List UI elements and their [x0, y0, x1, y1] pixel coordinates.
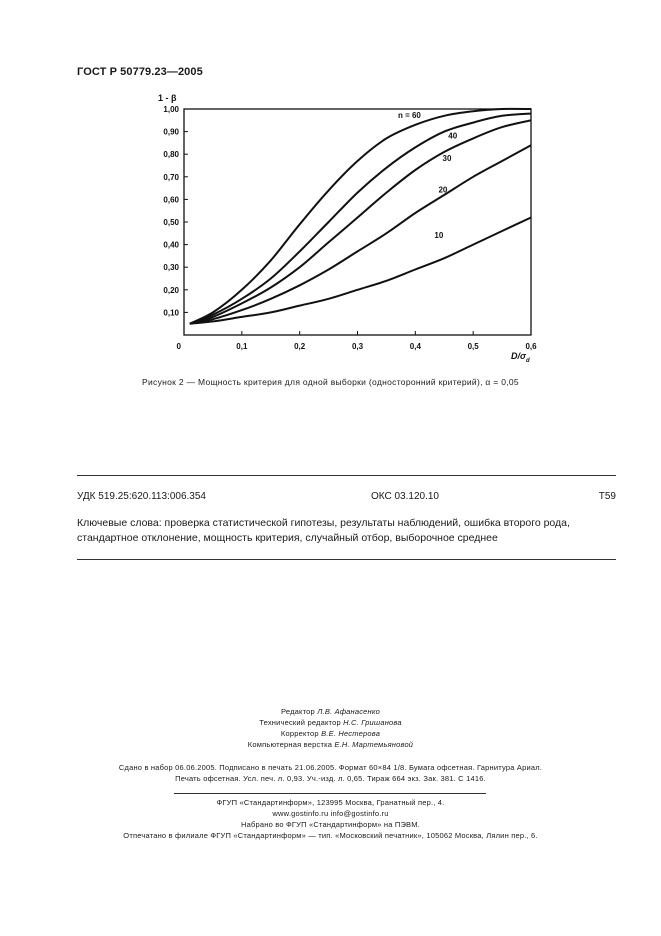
x-axis-label: $D/\sigma_d$ — [511, 351, 530, 364]
x-tick-label: 0,6 — [525, 342, 537, 351]
y-tick-label: 0,10 — [163, 308, 179, 318]
keywords-line: стандартное отклонение, мощность критерия, случайный отбор, выборочное среднее — [77, 532, 498, 544]
standard-header: ГОСТ Р 50779.23—2005 — [77, 66, 203, 78]
chart-labels — [158, 93, 537, 364]
y-tick-label: 0,40 — [163, 240, 179, 250]
imprint-divider — [174, 793, 486, 794]
credit-line: Компьютерная верстка Е.Н. Мартемьяновой — [247, 740, 414, 749]
figure-caption: Рисунок 2 — Мощность критерия для одной выборки (односторонний критерий), α = 0,05 — [142, 377, 519, 387]
publisher-line: Отпечатано в филиале ФГУП «Стандартинформ» — тип. «Московский печатник», 105062 Москва, Лялин пер., 6. — [123, 831, 538, 840]
y-tick-label: 0,70 — [163, 172, 179, 182]
credit-line: Технический редактор Н.С. Гришанова — [259, 718, 402, 727]
keywords-block — [77, 516, 622, 546]
x-tick-label: 0 — [176, 342, 181, 351]
publisher-line: Набрано во ФГУП «Стандартинформ» на ПЭВМ. — [241, 820, 420, 829]
series-label: 20 — [438, 185, 448, 195]
publisher-line: ФГУП «Стандартинформ», 123995 Москва, Гранатный пер., 4. — [216, 798, 445, 807]
udk-code: УДК 519.25:620.113:006.354 — [77, 491, 206, 502]
series-line-3 — [190, 120, 531, 323]
y-tick-label: 0,80 — [163, 150, 179, 160]
power-curve-chart — [0, 0, 661, 370]
y-tick-label: 0,90 — [163, 127, 179, 137]
printing-line: Печать офсетная. Усл. печ. л. 0,93. Уч.-изд. л. 0,65. Тираж 664 экз. Зак. 381. С 1416. — [175, 774, 486, 783]
y-axis-label: 1 - β — [158, 93, 177, 103]
x-tick-label: 0,1 — [236, 342, 248, 351]
y-tick-label: 0,60 — [163, 195, 179, 205]
top-divider — [77, 475, 616, 476]
printing-block — [0, 762, 661, 784]
chart-series — [190, 109, 531, 324]
oks-code: ОКС 03.120.10 — [371, 491, 439, 502]
credits-block — [0, 706, 661, 750]
t-code: Т59 — [598, 491, 616, 502]
keywords-line: Ключевые слова: проверка статистической гипотезы, результаты наблюдений, ошибка второго рода, — [77, 517, 570, 529]
x-tick-label: 0,5 — [467, 342, 479, 351]
x-tick-label: 0,2 — [294, 342, 306, 351]
series-label: 10 — [434, 230, 444, 240]
series-label: 40 — [448, 131, 458, 141]
x-tick-label: 0,3 — [351, 342, 364, 351]
series-label: n = 60 — [397, 111, 421, 121]
bottom-divider — [77, 559, 616, 560]
y-tick-label: 0,20 — [163, 285, 179, 295]
y-tick-label: 1,00 — [163, 105, 179, 114]
publisher-line: www.gostinfo.ru info@gostinfo.ru — [272, 809, 389, 818]
x-tick-label: 0,4 — [409, 342, 421, 351]
series-line-2 — [190, 114, 531, 324]
publisher-block — [0, 797, 661, 841]
credit-line: Редактор Л.В. Афанасенко — [281, 707, 380, 716]
printing-line: Сдано в набор 06.06.2005. Подписано в печать 21.06.2005. Формат 60×84 1/8. Бумага офсетная. Гарнитура Ариал. — [118, 763, 543, 772]
chart-axes — [184, 109, 531, 335]
credit-line: Корректор В.Е. Нестерова — [280, 729, 381, 738]
series-label: 30 — [442, 153, 452, 163]
y-tick-label: 0,50 — [163, 218, 179, 227]
series-line-4 — [190, 145, 531, 324]
y-tick-label: 0,30 — [163, 263, 179, 273]
plot-frame — [184, 109, 531, 335]
series-line-5 — [190, 218, 531, 324]
